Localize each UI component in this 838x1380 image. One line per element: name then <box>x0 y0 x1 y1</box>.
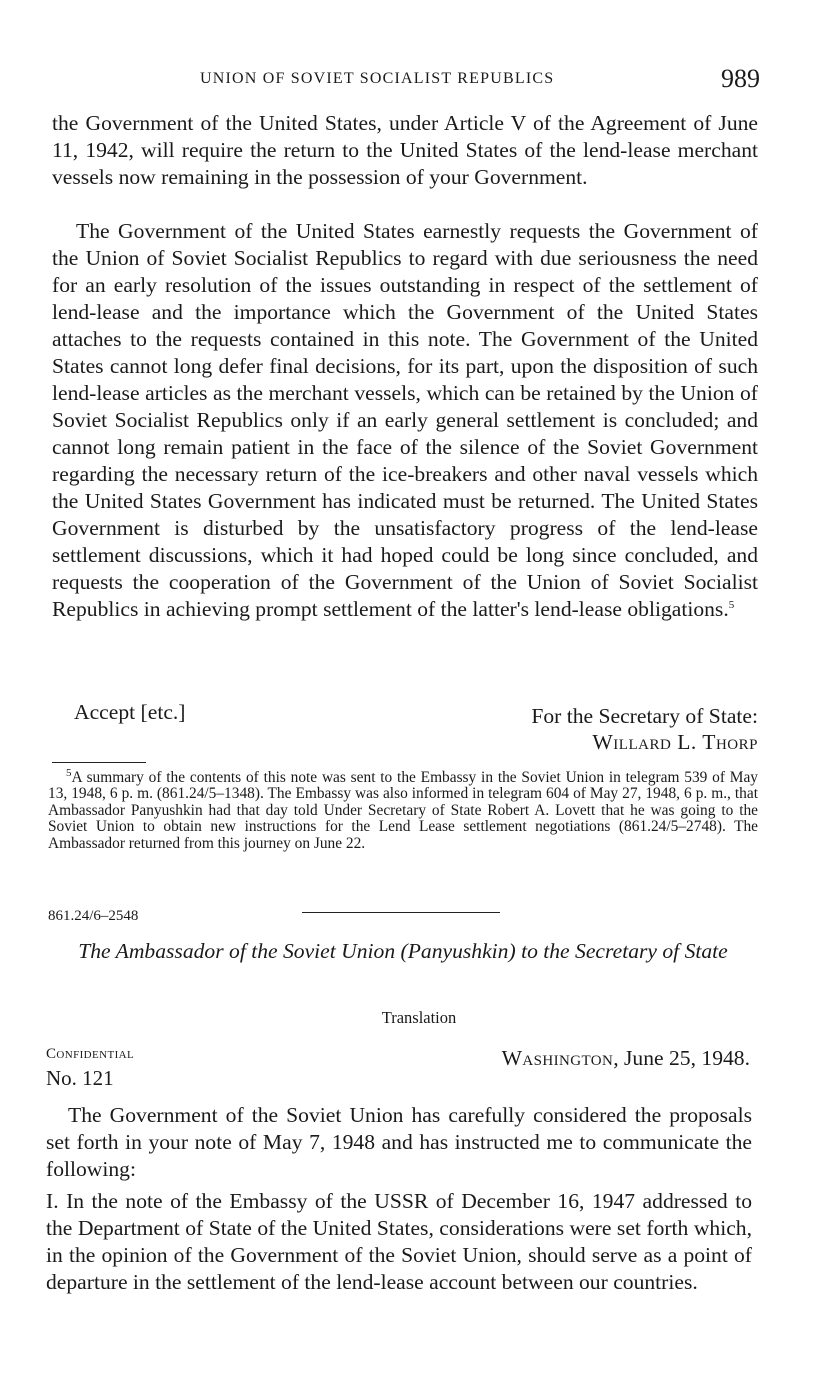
letter-paragraph-2: I. In the note of the Embassy of the USSR of December 16, 1947 addressed to the Department of State of the United States, considerations were set forth which, in the opinion of the Government of the Soviet Union, should serve as a point of departure in the settlement of the lend-lease account between our countries. <box>46 1189 752 1294</box>
running-title: UNION OF SOVIET SOCIALIST REPUBLICS <box>200 70 555 87</box>
body-paragraph-1: the Government of the United States, under Article V of the Agreement of June 11, 1942, will require the return to the United States of the lend-lease merchant vessels now remaining in the possession of your Government. <box>52 111 758 189</box>
footnote-text: A summary of the contents of this note was sent to the Embassy in the Soviet Union in telegram 539 of May 13, 1948, 6 p. m. (861.24/5–1348). The Embassy was also informed in telegram 604 of May 27, 1948, 6 p. m., that Ambassador Panyushkin had that day told Under Secretary of State Robert A. Lovett that he was going to the Soviet Union to obtain new instructions for the Lend Lease settlement negotiations (861.24/5–2748). The Ambassador returned from this journey on June 22. <box>48 769 758 852</box>
footnote-divider <box>52 762 146 763</box>
file-number: 861.24/6–2548 <box>48 908 139 924</box>
document-separator <box>302 912 500 913</box>
dateline <box>502 1046 750 1071</box>
footnote-reference[interactable]: 5 <box>728 598 735 611</box>
body-paragraph-2-text: The Government of the United States earnestly requests the Government of the Union of Soviet Socialist Republics to regard with due seriousness the need for an early resolution of the issues outstanding in respect of the settlement of lend-lease and the importance which the Government of the United States attaches to the requests contained in this note. The Government of the United States cannot long defer final decisions, for its part, upon the disposition of such lend-lease articles as the merchant vessels, which can be retained by the Union of Soviet Socialist Republics only if an early general settlement is concluded; and cannot long remain patient in the face of the silence of the Soviet Government regarding the necessary return of the ice-breakers and other naval vessels which the United States Government has indicated must be returned. The United States Government is disturbed by the unsatisfactory progress of the lend-lease settlement discussions, which it had hoped could be long since concluded, and requests the cooperation of the Government of the Union of Soviet Socialist Republics in achieving prompt settlement of the latter's lend-lease obligations. <box>52 219 758 621</box>
signer-name: Willard L. Thorp <box>592 730 758 754</box>
letter-paragraph-1: The Government of the Soviet Union has carefully considered the proposals set forth in your note of May 7, 1948 and has instructed me to communicate the following: <box>46 1103 752 1181</box>
translation-label: Translation <box>381 1008 457 1027</box>
body-paragraph-2 <box>52 218 758 623</box>
dateline-place: Washington <box>501 1046 614 1070</box>
footnote-marker: 5 <box>66 766 72 779</box>
page-number: 989 <box>721 64 760 93</box>
dateline-date: , June 25, 1948. <box>613 1046 750 1070</box>
closing-accept: Accept [etc.] <box>74 700 186 724</box>
document-title: The Ambassador of the Soviet Union (Panyushkin) to the Secretary of State <box>78 939 728 963</box>
closing-for-secretary: For the Secretary of State: <box>531 704 758 728</box>
letter-closing <box>52 700 758 756</box>
running-header <box>200 64 760 96</box>
footnote <box>48 766 758 852</box>
note-number: No. 121 <box>46 1066 114 1090</box>
classification-label: Confidential <box>46 1046 135 1062</box>
